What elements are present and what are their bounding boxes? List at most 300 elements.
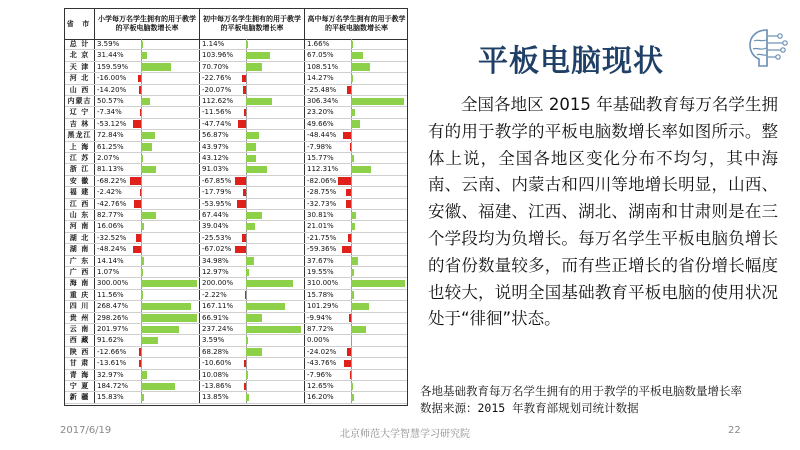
table-row <box>65 278 407 289</box>
senior-rate-cell <box>305 50 408 60</box>
bar-axis <box>351 199 352 209</box>
table-row <box>65 187 407 198</box>
rate-value: 101.29% <box>307 302 339 311</box>
growth-bar <box>139 348 141 356</box>
rate-value: -32.73% <box>307 199 337 208</box>
growth-bar <box>133 120 141 128</box>
province-name: 山 东 <box>65 210 95 220</box>
growth-bar <box>351 212 356 220</box>
growth-bar <box>246 41 248 49</box>
growth-bar <box>351 269 354 277</box>
growth-bar <box>346 189 351 197</box>
table-row <box>65 142 407 153</box>
province-name: 吉 林 <box>65 119 95 129</box>
rate-value: 66.91% <box>202 313 229 322</box>
senior-rate-cell <box>305 301 408 311</box>
bar-axis <box>246 244 247 254</box>
growth-bar <box>141 383 175 391</box>
growth-bar <box>141 132 155 140</box>
rate-value: 91.62% <box>97 336 124 345</box>
rate-value: 56.87% <box>202 131 229 140</box>
table-row <box>65 221 407 232</box>
growth-bar <box>246 337 248 345</box>
junior-rate-cell <box>200 392 305 402</box>
table-row <box>65 107 407 118</box>
junior-rate-cell <box>200 290 305 300</box>
bar-axis <box>351 335 352 345</box>
rate-value: -42.76% <box>97 199 127 208</box>
table-caption <box>420 383 800 417</box>
bar-axis <box>141 187 142 197</box>
province-name: 云 南 <box>65 324 95 334</box>
growth-bar <box>351 383 353 391</box>
rate-value: 15.77% <box>307 154 334 162</box>
rate-value: 82.77% <box>97 211 124 219</box>
senior-rate-cell <box>305 85 408 95</box>
bar-axis <box>246 107 247 117</box>
junior-rate-cell <box>200 176 305 186</box>
growth-bar <box>243 86 246 94</box>
rate-value: 32.97% <box>97 370 124 379</box>
slide-title: 平板电脑现状 <box>478 44 664 79</box>
senior-rate-cell <box>305 256 408 266</box>
senior-rate-cell <box>305 142 408 152</box>
growth-bar <box>141 223 144 231</box>
senior-rate-cell <box>305 107 408 117</box>
bar-axis <box>351 187 352 197</box>
bar-axis <box>351 244 352 254</box>
table-row <box>65 392 407 403</box>
growth-bar <box>244 360 246 368</box>
table-row <box>65 267 407 278</box>
province-name: 江 西 <box>65 199 95 209</box>
primary-rate-cell <box>95 347 200 357</box>
province-name: 福 建 <box>65 187 95 197</box>
rate-value: -14.20% <box>97 85 127 94</box>
growth-bar <box>351 41 353 49</box>
table-row <box>65 210 407 221</box>
growth-bar <box>141 314 197 322</box>
senior-rate-cell <box>305 335 408 345</box>
growth-bar <box>237 200 246 208</box>
junior-rate-cell <box>200 221 305 231</box>
growth-bar <box>246 257 254 265</box>
rate-value: -11.56% <box>202 108 232 117</box>
junior-rate-cell <box>200 210 305 220</box>
rate-value: -16.00% <box>97 74 127 83</box>
rate-value: -21.75% <box>307 233 337 242</box>
brain-circuit-logo-icon <box>745 26 791 70</box>
rate-value: -22.76% <box>202 74 232 83</box>
primary-rate-cell <box>95 50 200 60</box>
rate-value: -25.48% <box>307 85 337 94</box>
rate-value: -47.74% <box>202 119 232 128</box>
growth-bar <box>351 63 370 71</box>
province-name: 上 海 <box>65 142 95 152</box>
growth-bar <box>351 109 355 117</box>
growth-bar <box>347 348 351 356</box>
senior-rate-cell <box>305 199 408 209</box>
growth-bar <box>141 143 152 151</box>
table-row <box>65 301 407 312</box>
rate-value: 268.47% <box>97 302 129 311</box>
primary-rate-cell <box>95 96 200 106</box>
primary-rate-cell <box>95 164 200 174</box>
junior-rate-cell <box>200 324 305 334</box>
bar-axis <box>351 233 352 243</box>
province-name: 山 西 <box>65 85 95 95</box>
primary-rate-cell <box>95 176 200 186</box>
senior-rate-cell <box>305 370 408 380</box>
senior-rate-cell <box>305 210 408 220</box>
rate-value: -20.07% <box>202 85 232 94</box>
bar-axis <box>246 85 247 95</box>
rate-value: 70.70% <box>202 62 229 71</box>
table-row <box>65 199 407 210</box>
growth-bar <box>351 98 404 106</box>
rate-value: 306.34% <box>307 97 339 105</box>
rate-value: -17.79% <box>202 188 232 197</box>
rate-value: -59.36% <box>307 245 337 254</box>
growth-bar <box>344 360 351 368</box>
primary-rate-cell <box>95 290 200 300</box>
bar-axis <box>141 176 142 186</box>
rate-value: 300.00% <box>97 279 129 288</box>
growth-bar <box>246 52 270 60</box>
table-row <box>65 39 407 50</box>
growth-bar <box>347 86 351 94</box>
senior-rate-cell <box>305 313 408 323</box>
rate-value: 200.00% <box>202 279 234 288</box>
growth-bar <box>141 166 156 174</box>
province-name: 贵 州 <box>65 313 95 323</box>
junior-rate-cell <box>200 62 305 72</box>
rate-value: 112.62% <box>202 97 234 105</box>
senior-rate-cell <box>305 73 408 83</box>
growth-bar <box>246 63 262 71</box>
senior-rate-cell <box>305 358 408 368</box>
growth-bar <box>141 52 147 60</box>
growth-bar <box>139 360 141 368</box>
growth-bar <box>351 75 353 83</box>
growth-bar <box>141 337 158 345</box>
bar-axis <box>246 119 247 129</box>
footer-organization: 北京师范大学智慧学习研究院 <box>340 429 470 440</box>
growth-bar <box>138 75 141 83</box>
primary-rate-cell <box>95 370 200 380</box>
table-row <box>65 153 407 164</box>
growth-bar <box>351 166 371 174</box>
header-junior: 初中每万名学生拥有的用于教学的平板电脑数增长率 <box>200 9 305 39</box>
table-row <box>65 62 407 73</box>
rate-value: -2.22% <box>202 290 227 299</box>
rate-value: 43.97% <box>202 142 229 151</box>
table-row <box>65 50 407 61</box>
senior-rate-cell <box>305 153 408 163</box>
rate-value: 1.07% <box>97 268 120 276</box>
junior-rate-cell <box>200 313 305 323</box>
primary-rate-cell <box>95 107 200 117</box>
growth-bar <box>346 200 351 208</box>
junior-rate-cell <box>200 119 305 129</box>
junior-rate-cell <box>200 50 305 60</box>
growth-bar <box>141 155 143 163</box>
growth-bar <box>246 143 256 151</box>
junior-rate-cell <box>200 73 305 83</box>
rate-value: -13.86% <box>202 382 232 390</box>
province-name: 重 庆 <box>65 290 95 300</box>
rate-value: 16.20% <box>307 393 334 402</box>
province-name: 安 徽 <box>65 176 95 186</box>
growth-bar <box>133 246 141 254</box>
rate-value: 30.81% <box>307 211 334 219</box>
bar-axis <box>246 73 247 83</box>
rate-value: 67.05% <box>307 51 334 60</box>
province-name: 辽 宁 <box>65 107 95 117</box>
junior-rate-cell <box>200 39 305 49</box>
rate-value: -43.76% <box>307 359 337 368</box>
table-row <box>65 244 407 255</box>
bar-axis <box>351 85 352 95</box>
senior-rate-cell <box>305 62 408 72</box>
bar-axis <box>141 107 142 117</box>
bar-axis <box>246 233 247 243</box>
bar-axis <box>141 119 142 129</box>
rate-value: 87.72% <box>307 325 334 333</box>
caption-source: 数据来源：2015 年教育部规划司统计数据 <box>420 401 639 415</box>
bar-axis <box>246 187 247 197</box>
rate-value: 15.83% <box>97 393 124 402</box>
rate-value: 14.27% <box>307 74 334 83</box>
rate-value: 39.04% <box>202 222 229 231</box>
growth-bar <box>246 326 301 334</box>
rate-value: 3.59% <box>97 40 120 48</box>
junior-rate-cell <box>200 187 305 197</box>
senior-rate-cell <box>305 267 408 277</box>
growth-bar <box>351 257 358 265</box>
primary-rate-cell <box>95 278 200 288</box>
table-row <box>65 130 407 141</box>
bar-axis <box>246 381 247 391</box>
province-name: 浙 江 <box>65 164 95 174</box>
growth-bar <box>246 371 248 379</box>
province-name: 湖 北 <box>65 233 95 243</box>
primary-rate-cell <box>95 153 200 163</box>
growth-bar <box>245 291 247 299</box>
bar-axis <box>351 130 352 140</box>
table-row <box>65 233 407 244</box>
province-name: 黑龙江 <box>65 130 95 140</box>
growth-bar <box>349 314 351 322</box>
bar-axis <box>351 370 352 380</box>
rate-value: 10.08% <box>202 370 229 379</box>
primary-rate-cell <box>95 187 200 197</box>
junior-rate-cell <box>200 335 305 345</box>
junior-rate-cell <box>200 267 305 277</box>
growth-bar <box>246 155 256 163</box>
growth-bar <box>141 212 156 220</box>
primary-rate-cell <box>95 381 200 391</box>
rate-value: -68.22% <box>97 176 127 185</box>
senior-rate-cell <box>305 39 408 49</box>
rate-value: -53.95% <box>202 199 232 208</box>
rate-value: 61.25% <box>97 142 124 151</box>
province-name: 甘 肃 <box>65 358 95 368</box>
bar-axis <box>141 85 142 95</box>
senior-rate-cell <box>305 233 408 243</box>
junior-rate-cell <box>200 301 305 311</box>
province-name: 总 计 <box>65 39 95 49</box>
primary-rate-cell <box>95 313 200 323</box>
bar-axis <box>141 73 142 83</box>
rate-value: 13.85% <box>202 393 229 402</box>
growth-bar <box>350 371 352 379</box>
growth-bar <box>246 269 249 277</box>
primary-rate-cell <box>95 130 200 140</box>
senior-rate-cell <box>305 324 408 334</box>
junior-rate-cell <box>200 130 305 140</box>
header-primary: 小学每万名学生拥有的用于教学的平板电脑数增长率 <box>95 9 200 39</box>
growth-bar <box>243 189 246 197</box>
bar-axis <box>141 199 142 209</box>
rate-value: -10.60% <box>202 359 232 368</box>
growth-bar <box>350 143 352 151</box>
junior-rate-cell <box>200 164 305 174</box>
rate-value: 310.00% <box>307 279 339 288</box>
rate-value: 201.97% <box>97 325 129 333</box>
primary-rate-cell <box>95 301 200 311</box>
rate-value: 23.20% <box>307 108 334 117</box>
rate-value: -48.44% <box>307 131 337 140</box>
growth-bar <box>141 98 150 106</box>
junior-rate-cell <box>200 347 305 357</box>
footer-date: 2017/6/19 <box>60 425 112 436</box>
bar-axis <box>246 358 247 368</box>
table-row <box>65 347 407 358</box>
table-row <box>65 324 407 335</box>
growth-bar <box>351 291 354 299</box>
bar-axis <box>246 176 247 186</box>
rate-value: 19.55% <box>307 268 334 276</box>
province-name: 西 藏 <box>65 335 95 345</box>
rate-value: -53.12% <box>97 119 127 128</box>
growth-bar <box>141 257 144 265</box>
rate-value: 91.03% <box>202 165 229 174</box>
table-row <box>65 73 407 84</box>
table-row <box>65 370 407 381</box>
growth-bar <box>246 348 262 356</box>
growth-bar <box>246 212 262 220</box>
bar-axis <box>141 233 142 243</box>
primary-rate-cell <box>95 62 200 72</box>
growth-bar <box>130 177 141 185</box>
rate-value: 298.26% <box>97 313 129 322</box>
table-row <box>65 313 407 324</box>
rate-value: -7.98% <box>307 142 332 151</box>
growth-bar <box>242 234 246 242</box>
growth-bar <box>140 109 142 117</box>
province-name: 河 南 <box>65 221 95 231</box>
growth-bar <box>342 246 351 254</box>
rate-value: 12.65% <box>307 382 334 390</box>
rate-value: 16.06% <box>97 222 124 231</box>
bar-axis <box>351 313 352 323</box>
growth-bar <box>242 75 246 83</box>
primary-rate-cell <box>95 199 200 209</box>
rate-value: 34.98% <box>202 256 229 265</box>
growth-bar <box>351 326 366 334</box>
growth-bar <box>141 41 143 49</box>
table-row <box>65 290 407 301</box>
bar-axis <box>351 142 352 152</box>
senior-rate-cell <box>305 392 408 402</box>
growth-bar <box>246 98 272 106</box>
rate-value: -9.94% <box>307 313 332 322</box>
growth-bar <box>351 52 363 60</box>
page-number: 22 <box>728 425 741 436</box>
province-name: 新 疆 <box>65 392 95 402</box>
rate-value: -25.53% <box>202 233 232 242</box>
junior-rate-cell <box>200 107 305 117</box>
rate-value: -32.52% <box>97 233 127 242</box>
rate-value: 184.72% <box>97 382 129 390</box>
growth-bar <box>246 303 285 311</box>
bar-axis <box>141 244 142 254</box>
growth-bar <box>235 246 246 254</box>
table-row <box>65 256 407 267</box>
rate-value: 31.44% <box>97 51 124 60</box>
province-name: 青 海 <box>65 370 95 380</box>
rate-value: 12.97% <box>202 268 229 276</box>
table-row <box>65 164 407 175</box>
header-senior: 高中每万名学生拥有的用于教学的平板电脑数增长率 <box>307 15 406 32</box>
body-paragraph: 全国各地区 2015 年基础教育每万名学生拥有的用于教学的平板电脑数增长率如图所示。整体上说，全国各地区变化分布不均匀，其中海南、云南、内蒙古和四川等地增长明显，山西、安徽、福建、江西、湖北、湖南和甘肃则是在三个学段均为负增长。每万名学生平板电脑负增长的省份数量较多，而有些正增长的省份增长幅度也较大，说明全国基础教育平板电脑的使用状况处于“徘徊”状态。 <box>428 95 778 329</box>
junior-rate-cell <box>200 278 305 288</box>
junior-rate-cell <box>200 233 305 243</box>
table-row <box>65 119 407 130</box>
province-name: 天 津 <box>65 62 95 72</box>
growth-bar <box>139 86 141 94</box>
growth-bar <box>141 371 147 379</box>
senior-rate-cell <box>305 347 408 357</box>
rate-value: 3.59% <box>202 336 225 345</box>
table-row <box>65 381 407 392</box>
bar-axis <box>351 176 352 186</box>
senior-rate-cell <box>305 244 408 254</box>
primary-rate-cell <box>95 233 200 243</box>
rate-value: 2.07% <box>97 154 120 162</box>
bar-axis <box>351 347 352 357</box>
rate-value: 21.01% <box>307 222 334 231</box>
primary-rate-cell <box>95 267 200 277</box>
senior-rate-cell <box>305 221 408 231</box>
senior-rate-cell <box>305 290 408 300</box>
province-name: 湖 南 <box>65 244 95 254</box>
rate-value: 50.57% <box>97 97 124 105</box>
junior-rate-cell <box>200 199 305 209</box>
junior-rate-cell <box>200 142 305 152</box>
junior-rate-cell <box>200 153 305 163</box>
growth-bar <box>134 200 141 208</box>
primary-rate-cell <box>95 73 200 83</box>
rate-value: 49.66% <box>307 119 334 128</box>
growth-bar <box>246 223 255 231</box>
growth-bar <box>141 269 143 277</box>
growth-bar <box>141 280 197 288</box>
rate-value: 167.11% <box>202 302 234 311</box>
table-row <box>65 85 407 96</box>
province-name: 海 南 <box>65 278 95 288</box>
